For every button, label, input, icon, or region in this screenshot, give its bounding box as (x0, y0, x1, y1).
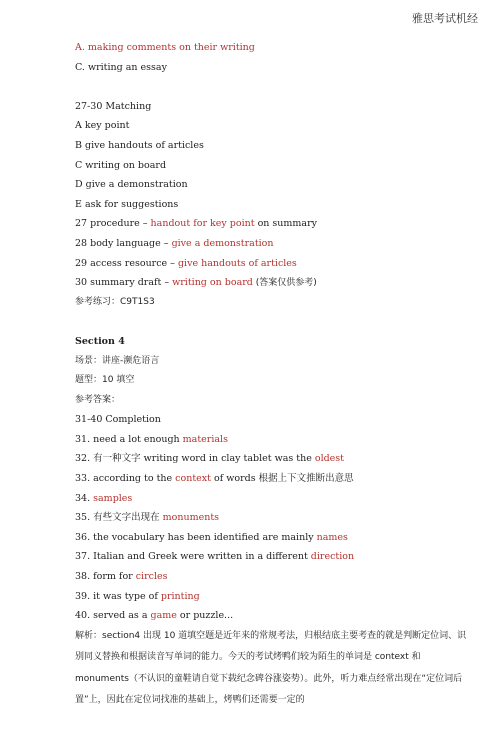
item-32 (75, 449, 475, 469)
answer-27 (75, 214, 475, 234)
document-body (75, 38, 475, 712)
item-33 (75, 469, 475, 489)
item-text: 34. (75, 492, 94, 504)
item-40 (75, 606, 475, 626)
item-answer: printing (160, 590, 200, 602)
matching-title: 27-30 Matching (75, 100, 152, 112)
completion-title: 31-40 Completion (75, 414, 161, 426)
answer-prefix: 27 procedure – (75, 218, 151, 230)
item-text: 38. form for (75, 571, 136, 583)
answer-suffix: on summary (254, 218, 318, 230)
answer-30 (75, 273, 475, 293)
option-a: A. making comments on their writing (75, 42, 255, 53)
choice-c: C writing on board (75, 159, 167, 171)
item-text: 32. 有一种文字 writing word in clay tablet was the (75, 453, 315, 465)
item-answer: names (316, 531, 348, 543)
page-header: 雅思考试机经 (412, 12, 478, 25)
choice-e: E ask for suggestions (75, 198, 179, 210)
item-answer: game (150, 610, 177, 622)
item-31 (75, 430, 475, 450)
item-note: of words 根据上下文推断出意思 (210, 473, 354, 485)
item-text: 37. Italian and Greek were written in a different (75, 551, 311, 563)
item-38 (75, 567, 475, 587)
item-answer: monuments (162, 512, 220, 524)
item-34 (75, 489, 475, 509)
item-answer: materials (182, 433, 228, 445)
item-text: 39. it was type of (75, 590, 161, 602)
answer-value: give a demonstration (171, 237, 274, 249)
item-text: 31. need a lot enough (75, 433, 183, 445)
item-answer: context (175, 473, 211, 485)
item-39 (75, 587, 475, 607)
item-answer: oldest (314, 453, 344, 465)
answer-value: handout for key point (150, 218, 255, 230)
item-text: 35. 有些文字出现在 (75, 512, 163, 524)
item-answer: samples (93, 492, 133, 504)
answer-prefix: 28 body language – (75, 237, 172, 249)
choice-b: B give handouts of articles (75, 139, 204, 151)
item-text: 33. according to the (75, 473, 176, 485)
item-note: or puzzle... (176, 610, 234, 622)
answer-prefix: 29 access resource – (75, 257, 178, 269)
choice-d: D give a demonstration (75, 179, 188, 191)
answer-29 (75, 254, 475, 274)
item-answer: direction (310, 551, 355, 563)
item-36 (75, 528, 475, 548)
option-c: C. writing an essay (75, 61, 167, 73)
answer-value: give handouts of articles (177, 257, 297, 269)
section-title: Section 4 (75, 335, 125, 347)
item-37 (75, 547, 475, 567)
answer-prefix: 30 summary draft – (75, 277, 173, 289)
answer-28 (75, 234, 475, 254)
item-35 (75, 508, 475, 528)
item-text: 36. the vocabulary has been identified are mainly (75, 531, 317, 543)
item-text: 40. served as a (75, 610, 151, 622)
question-type: 题型：10 填空 (75, 375, 135, 386)
answer-value: writing on board (172, 277, 253, 289)
item-answer: circles (135, 571, 168, 583)
choice-a: A key point (75, 120, 130, 132)
scene: 场景：讲座-濒危语言 (75, 355, 160, 366)
answers-label: 参考答案： (75, 394, 121, 405)
reference-practice: 参考练习：C9T1S3 (75, 296, 155, 307)
answer-suffix: (答案仅供参考) (252, 278, 317, 289)
analysis-paragraph: 解析：section4 出现 10 道填空题是近年来的常规考法，归根结底主要考查的就是判断定位词、识别同义替换和根据读音写单词的能力。今天的考试烤鸭们较为陌生的单词是 context 和 monuments（不认识的童鞋请自觉下载纪念碑谷涨姿势）。此外，听力难点经常出现在“定位词后置”上，因此在定位词找准的基础上，烤鸭们还需要一定的 (75, 630, 467, 706)
